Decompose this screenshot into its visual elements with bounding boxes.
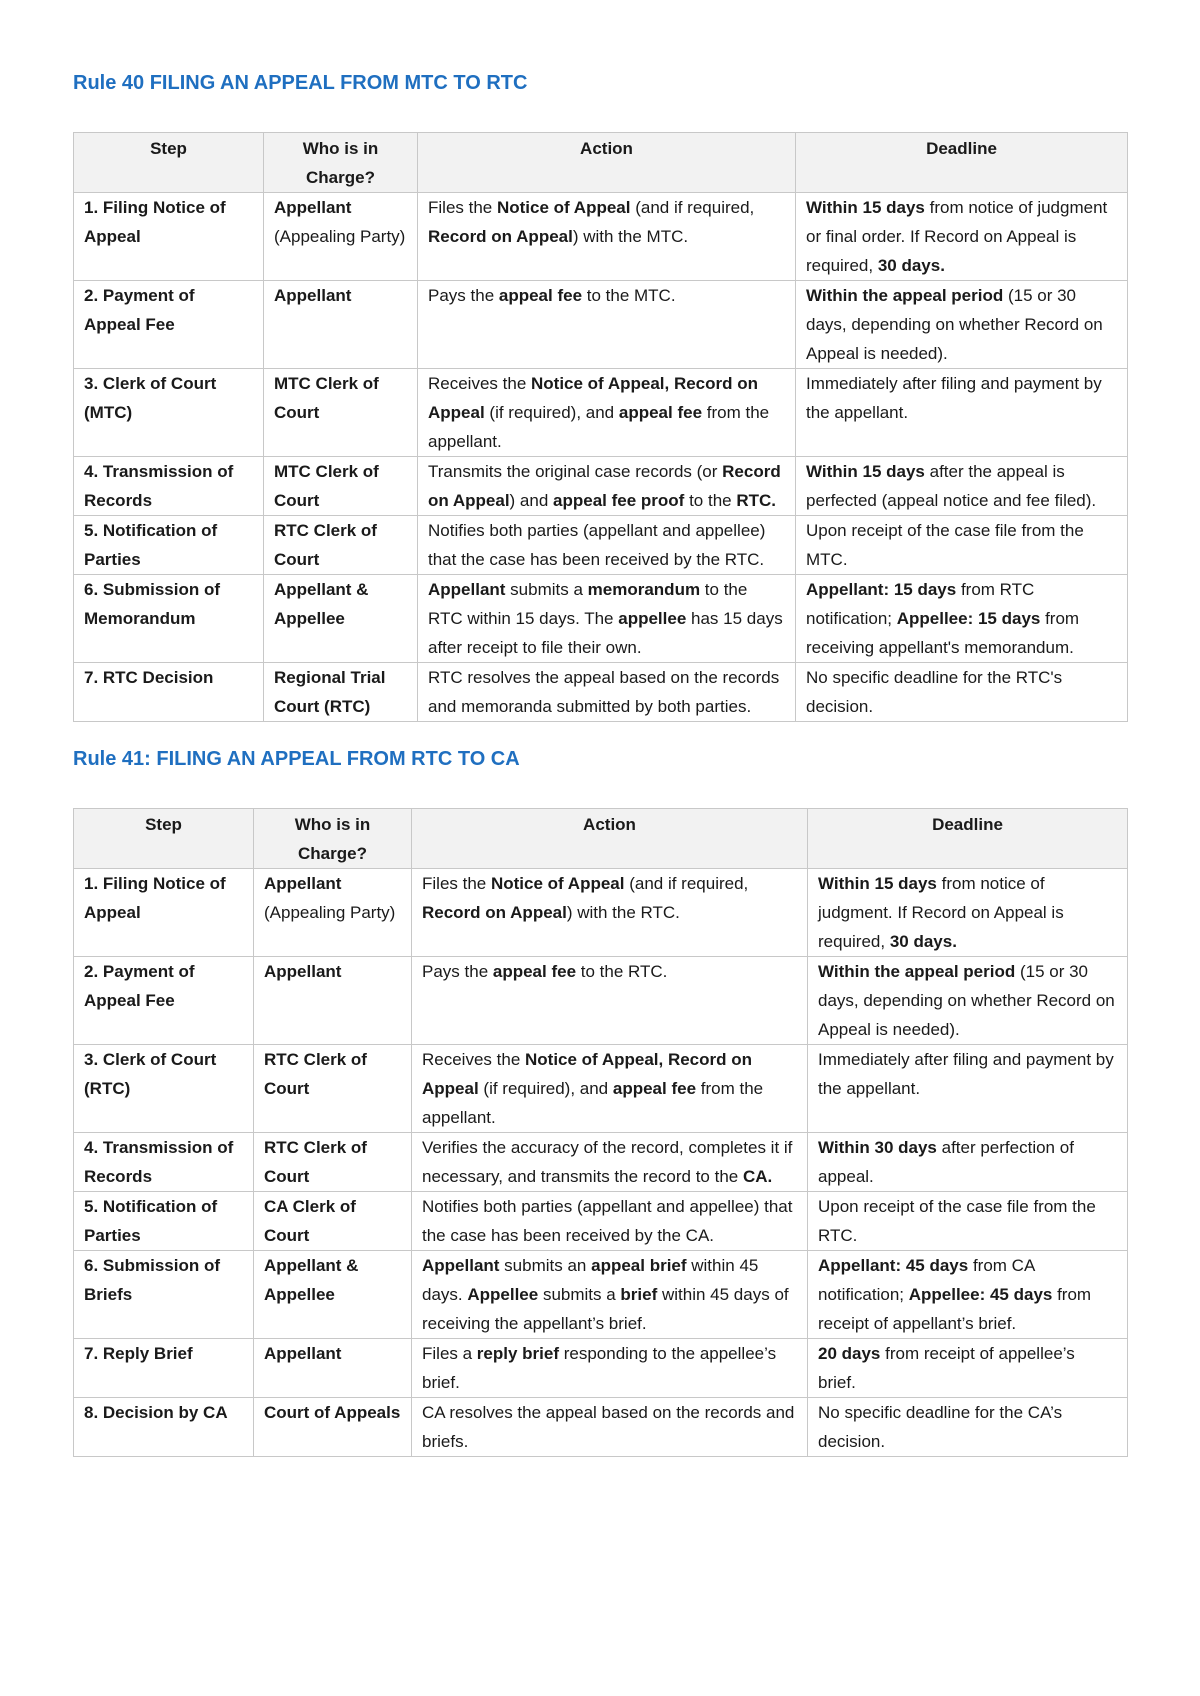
action-cell [412,1192,808,1251]
who-cell [254,1045,412,1133]
bold-text: Record on Appeal [428,227,573,246]
deadline-cell [808,869,1128,957]
step-cell: 8. Decision by CA [74,1398,254,1457]
table-row [74,957,1128,1045]
text: to the RTC. [576,962,668,981]
deadline-cell [796,516,1128,575]
text: (and if required, [624,874,749,893]
who-cell [264,516,418,575]
deadline-cell [796,663,1128,722]
step-cell: 7. Reply Brief [74,1339,254,1398]
bold-text: Within the appeal period [818,962,1016,981]
step-cell: 3. Clerk of Court (MTC) [74,369,264,457]
who-cell [264,575,418,663]
step-cell: 1. Filing Notice of Appeal [74,193,264,281]
header-step: Step [74,809,254,869]
table-row [74,1398,1128,1457]
deadline-cell [796,193,1128,281]
step-cell: 6. Submission of Briefs [74,1251,254,1339]
deadline-cell [808,1045,1128,1133]
who-cell [254,957,412,1045]
table-row [74,281,1128,369]
bold-text: Appellant & Appellee [274,580,369,628]
rule-40-title: Rule 40 FILING AN APPEAL FROM MTC TO RTC [73,72,528,94]
table-row [74,1339,1128,1398]
step-cell: 6. Submission of Memorandum [74,575,264,663]
who-cell [254,1192,412,1251]
step-cell: 3. Clerk of Court (RTC) [74,1045,254,1133]
action-cell [418,369,796,457]
action-cell [412,1339,808,1398]
text: ) with the MTC. [572,227,689,246]
text: Receives the [422,1050,525,1069]
bold-text: Appellant [264,1344,342,1363]
bold-text: Appellant [264,962,342,981]
text: submits a [538,1285,621,1304]
document-page [73,72,1127,1457]
deadline-cell [808,1339,1128,1398]
text: (and if required, [630,198,755,217]
text: Files the [428,198,497,217]
bold-text: appeal fee [492,962,577,981]
bold-text: CA Clerk of Court [264,1197,356,1245]
table-row [74,1192,1128,1251]
bold-text: 30 days. [889,932,957,951]
text: Files a [422,1344,477,1363]
text: to the MTC. [582,286,676,305]
text: has 15 days after receipt to file their own. [428,609,783,657]
text: Immediately after filing and payment by the appellant. [806,374,1102,422]
text: to the RTC within 15 days. The [428,580,748,628]
bold-text: appellee [618,609,687,628]
text: Upon receipt of the case file from the RTC. [818,1197,1096,1245]
who-cell [264,457,418,516]
bold-text: memorandum [587,580,701,599]
text: Transmits the original case records (or [428,462,723,481]
step-cell: 4. Transmission of Records [74,457,264,516]
rule-40-table [73,132,1128,722]
bold-text: Notice of Appeal [496,198,631,217]
bold-text: appeal fee proof [553,491,685,510]
action-cell [412,1133,808,1192]
text: submits a [505,580,588,599]
text: (15 or 30 days, depending on whether Record on Appeal is needed). [818,962,1115,1039]
bold-text: appeal fee [618,403,703,422]
bold-text: brief [620,1285,658,1304]
bold-text: RTC Clerk of Court [264,1138,367,1186]
bold-text: Within 15 days [806,198,925,217]
header-action: Action [418,133,796,193]
action-cell [418,281,796,369]
header-step: Step [74,133,264,193]
action-cell [418,516,796,575]
bold-text: Notice of Appeal [490,874,625,893]
header-deadline: Deadline [808,809,1128,869]
bold-text: Regional Trial Court (RTC) [274,668,386,716]
bold-text: Appellant [274,286,352,305]
text: No specific deadline for the RTC's decision. [806,668,1063,716]
text: RTC resolves the appeal based on the records and memoranda submitted by both parties. [428,668,780,716]
table-row [74,457,1128,516]
bold-text: Appellee: 45 days [908,1285,1053,1304]
bold-text: Appellant: 45 days [818,1256,969,1275]
bold-text: Record on Appeal [428,462,781,510]
step-cell: 1. Filing Notice of Appeal [74,869,254,957]
table-row [74,369,1128,457]
action-cell [412,1045,808,1133]
who-cell [254,1133,412,1192]
text: ) and [509,491,554,510]
who-cell [264,193,418,281]
rule-41-table [73,808,1128,1457]
bold-text: Appellant [264,874,342,893]
text: (15 or 30 days, depending on whether Record on Appeal is needed). [806,286,1103,363]
deadline-cell [796,457,1128,516]
action-cell [412,869,808,957]
text: CA resolves the appeal based on the records and briefs. [422,1403,795,1451]
rule-41-title: Rule 41: FILING AN APPEAL FROM RTC TO CA [73,748,520,770]
text: Notifies both parties (appellant and appellee) that the case has been received by the CA. [422,1197,793,1245]
text: Notifies both parties (appellant and appellee) that the case has been received by the RTC. [428,521,766,569]
bold-text: Notice of Appeal, Record on Appeal [422,1050,753,1098]
bold-text: Within 15 days [818,874,937,893]
bold-text: Appellee [467,1285,539,1304]
who-cell [254,1339,412,1398]
bold-text: Notice of Appeal, Record on Appeal [428,374,759,422]
deadline-cell [808,1133,1128,1192]
deadline-cell [808,1251,1128,1339]
text: from notice of judgment. If Record on Appeal is required, [818,874,1064,951]
who-cell [254,869,412,957]
text: Files the [422,874,491,893]
deadline-cell [796,369,1128,457]
text: within 45 days. [422,1256,759,1304]
who-cell [254,1398,412,1457]
text: to the [684,491,737,510]
text: Upon receipt of the case file from the MTC. [806,521,1084,569]
step-cell: 2. Payment of Appeal Fee [74,281,264,369]
text: Pays the [428,286,499,305]
bold-text: 30 days. [877,256,945,275]
table-header-row [74,133,1128,193]
table-row [74,663,1128,722]
step-cell: 5. Notification of Parties [74,1192,254,1251]
step-cell: 5. Notification of Parties [74,516,264,575]
action-cell [412,1398,808,1457]
text: after the appeal is perfected (appeal notice and fee filed). [806,462,1097,510]
text: ) with the RTC. [566,903,680,922]
action-cell [412,957,808,1045]
bold-text: appeal brief [591,1256,687,1275]
text: Verifies the accuracy of the record, completes it if necessary, and transmits the record to the [422,1138,793,1186]
bold-text: Within 15 days [806,462,925,481]
text: (if required), and [484,403,619,422]
text: after perfection of appeal. [818,1138,1074,1186]
who-cell [254,1251,412,1339]
text: Pays the [422,962,493,981]
text: from notice of judgment or final order. If Record on Appeal is required, [806,198,1108,275]
table-row [74,869,1128,957]
deadline-cell [808,1192,1128,1251]
text: from receiving appellant's memorandum. [806,609,1080,657]
who-cell [264,663,418,722]
header-action: Action [412,809,808,869]
text: (Appealing Party) [264,903,396,922]
bold-text: Appellant & Appellee [264,1256,359,1304]
bold-text: RTC. [736,491,776,510]
bold-text: Within 30 days [818,1138,937,1157]
bold-text: Appellee: 15 days [896,609,1041,628]
table-row [74,575,1128,663]
header-who: Who is in Charge? [264,133,418,193]
action-cell [418,457,796,516]
step-cell: 4. Transmission of Records [74,1133,254,1192]
text: from the appellant. [428,403,770,451]
bold-text: Appellant: 15 days [806,580,957,599]
header-deadline: Deadline [796,133,1128,193]
header-who: Who is in Charge? [254,809,412,869]
deadline-cell [808,1398,1128,1457]
text: Receives the [428,374,531,393]
table-row [74,193,1128,281]
table-row [74,516,1128,575]
bold-text: Appellant [428,580,506,599]
action-cell [418,193,796,281]
text: No specific deadline for the CA’s decision. [818,1403,1063,1451]
bold-text: Appellant [422,1256,500,1275]
who-cell [264,369,418,457]
table-row [74,1045,1128,1133]
text: responding to the appellee’s brief. [422,1344,777,1392]
text: submits an [499,1256,592,1275]
bold-text: MTC Clerk of Court [274,374,379,422]
who-cell [264,281,418,369]
bold-text: MTC Clerk of Court [274,462,379,510]
bold-text: Appellant [274,198,352,217]
step-cell: 7. RTC Decision [74,663,264,722]
text: from receipt of appellee’s brief. [818,1344,1075,1392]
action-cell [418,575,796,663]
bold-text: Record on Appeal [422,903,567,922]
deadline-cell [808,957,1128,1045]
bold-text: CA. [742,1167,773,1186]
bold-text: RTC Clerk of Court [274,521,377,569]
table-row [74,1251,1128,1339]
bold-text: reply brief [476,1344,559,1363]
table-header-row [74,809,1128,869]
deadline-cell [796,281,1128,369]
action-cell [412,1251,808,1339]
bold-text: appeal fee [498,286,583,305]
text: (if required), and [478,1079,613,1098]
text: within 45 days of receiving the appellant’s brief. [422,1285,789,1333]
step-cell: 2. Payment of Appeal Fee [74,957,254,1045]
bold-text: Within the appeal period [806,286,1004,305]
bold-text: RTC Clerk of Court [264,1050,367,1098]
deadline-cell [796,575,1128,663]
action-cell [418,663,796,722]
bold-text: Court of Appeals [264,1403,401,1422]
text: from the appellant. [422,1079,764,1127]
text: from RTC notification; [806,580,1035,628]
text: Immediately after filing and payment by the appellant. [818,1050,1114,1098]
bold-text: 20 days [818,1344,881,1363]
bold-text: appeal fee [612,1079,697,1098]
text: from receipt of appellant’s brief. [818,1285,1092,1333]
text: from CA notification; [818,1256,1035,1304]
table-row [74,1133,1128,1192]
text: (Appealing Party) [274,227,406,246]
